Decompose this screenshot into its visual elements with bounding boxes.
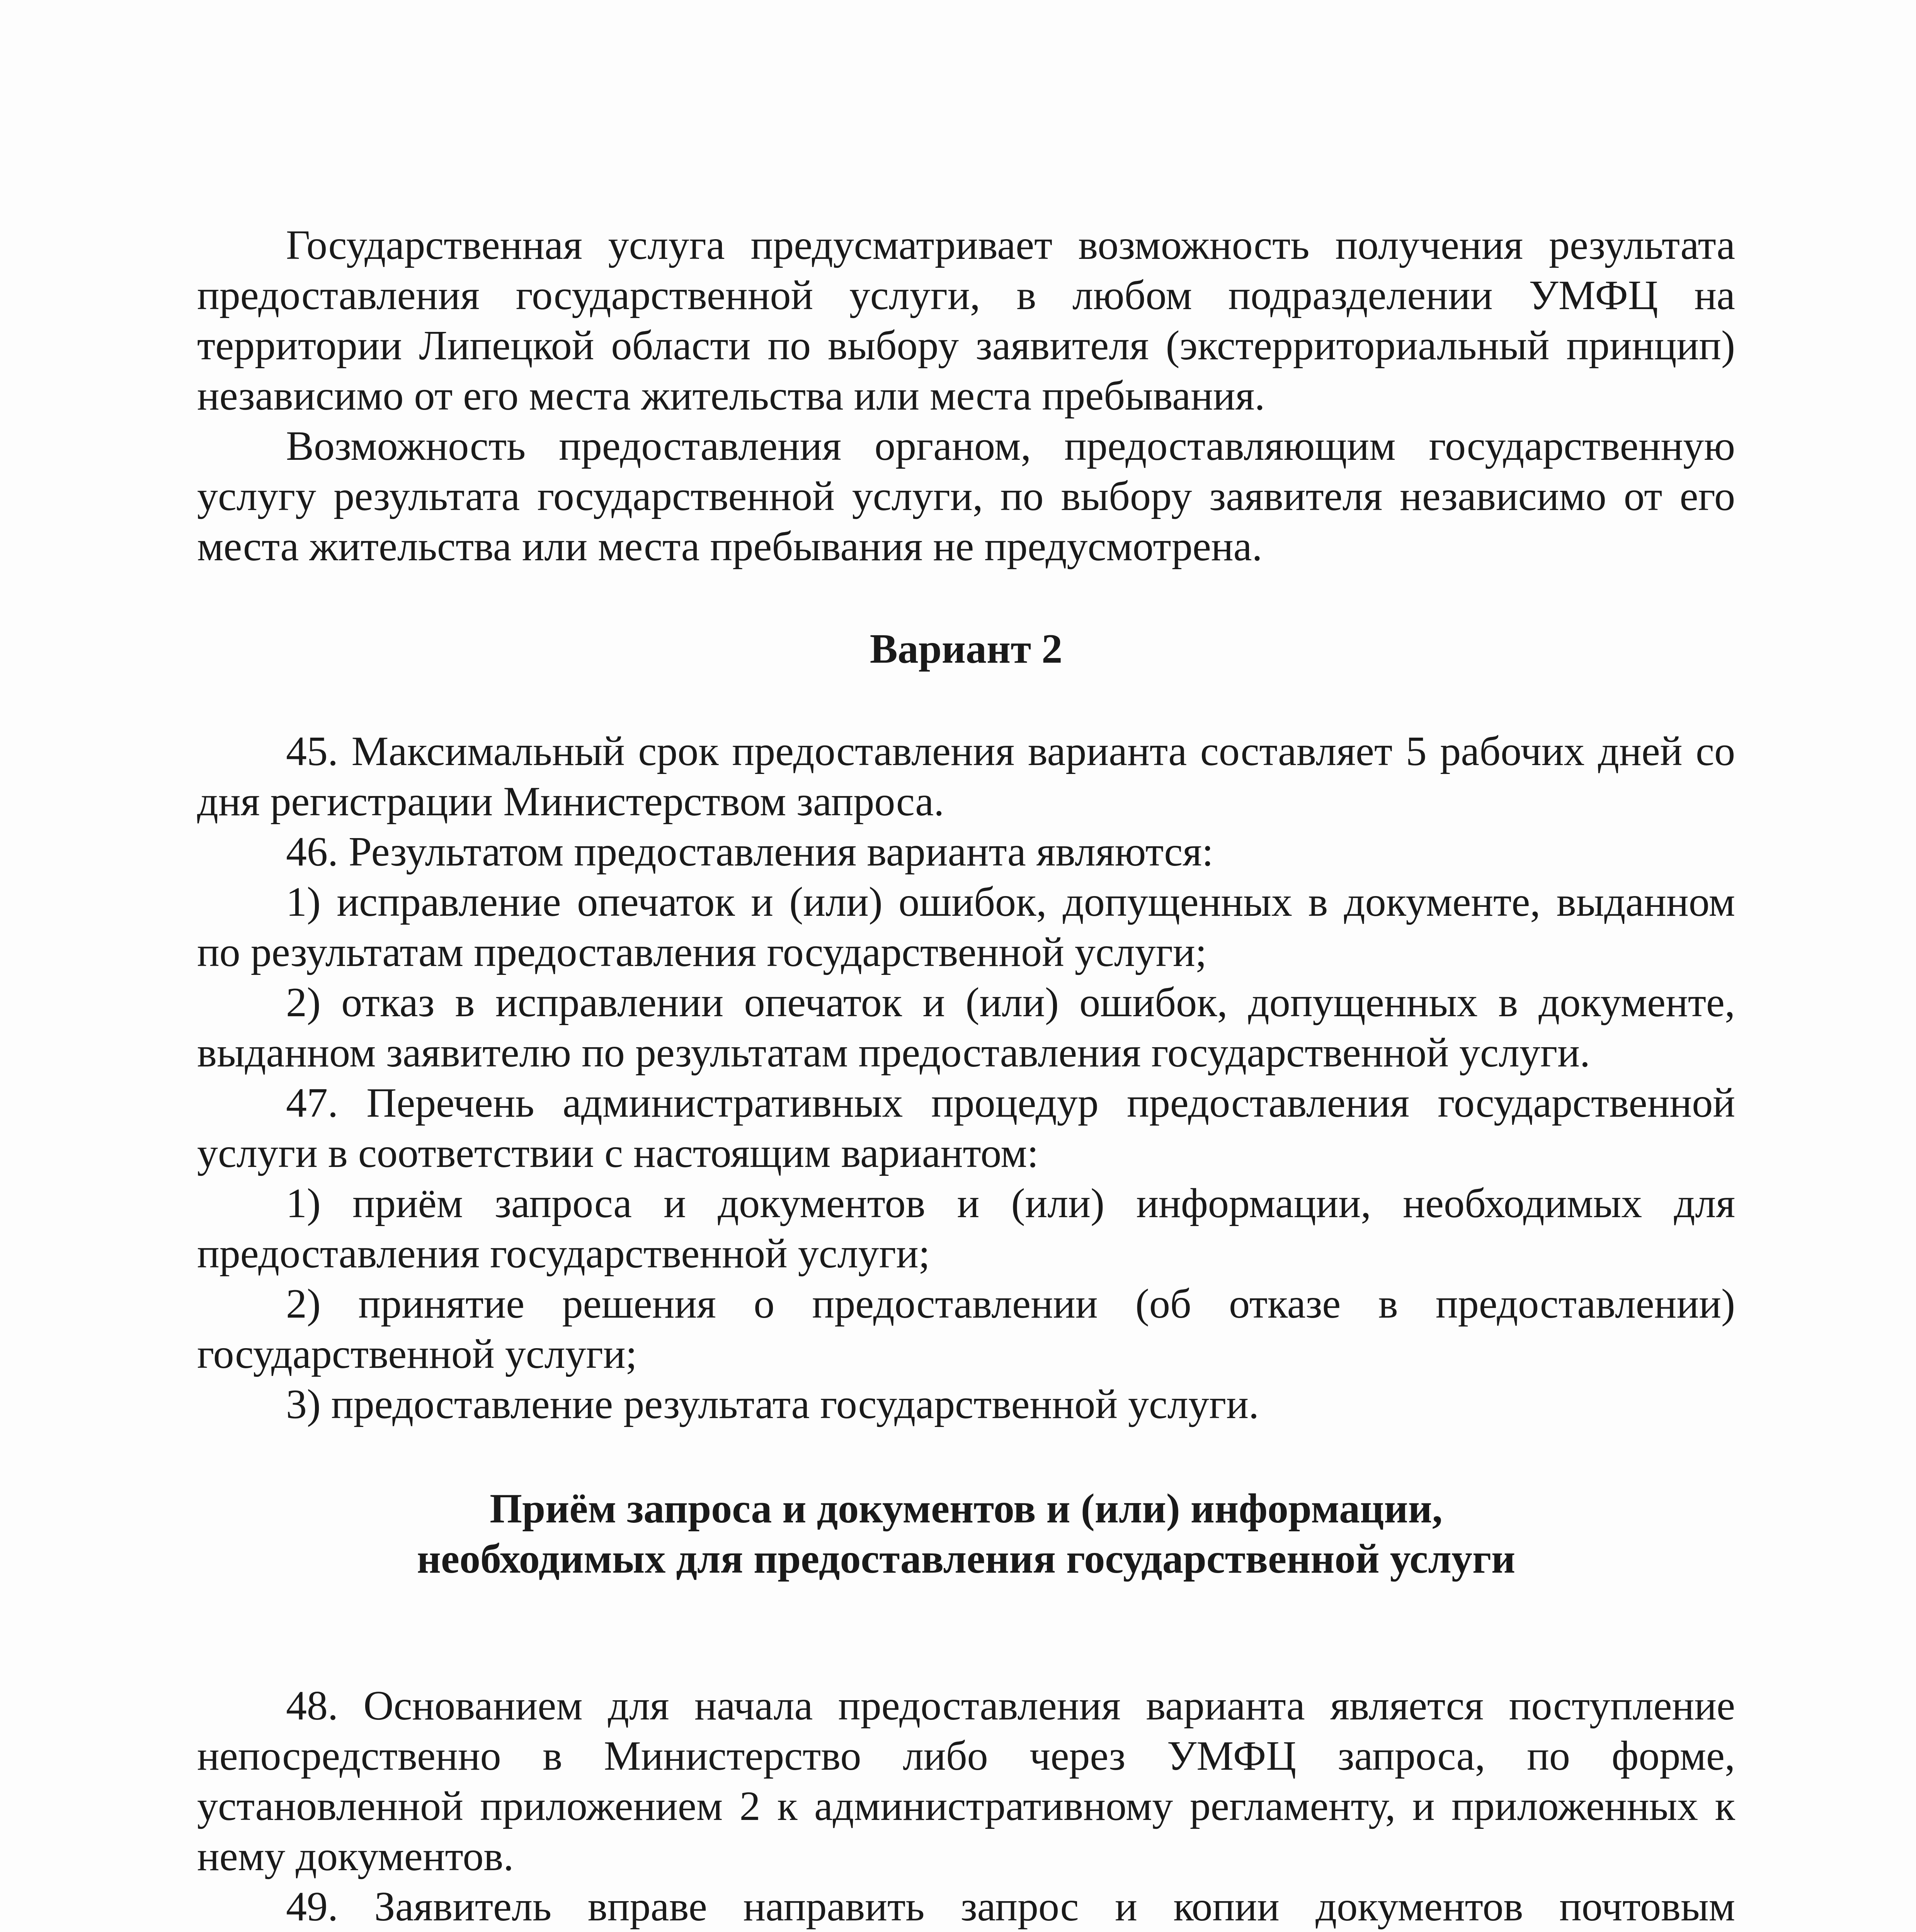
paragraph-48: 48. Основанием для начала предоставления варианта является поступление непосредственно в Министерство либо через УМФЦ запроса, по форме, установленной приложением 2 к административному регламенту, и приложенных к нему документов. [197, 1683, 1735, 1879]
paragraph-not-provided: Возможность предоставления органом, предоставляющим государственную услугу результата государственной услуги, по выбору заявителя независимо от его места жительства или места пребывания не предусмотрена. [197, 423, 1735, 570]
paragraph-47-item-2: 2) принятие решения о предоставлении (об отказе в предоставлении) государственной услуги; [197, 1281, 1735, 1377]
section-heading [197, 1484, 1735, 1584]
paragraph-46-item-2: 2) отказ в исправлении опечаток и (или) ошибок, допущенных в документе, выданном заявителю по результатам предоставления государственной услуги. [197, 980, 1735, 1076]
paragraph-47: 47. Перечень административных процедур предоставления государственной услуги в соответствии с настоящим вариантом: [197, 1080, 1735, 1176]
section-heading-line-1: Приём запроса и документов и (или) информации, [490, 1486, 1443, 1532]
section-heading-line-2: необходимых для предоставления государственной услуги [417, 1536, 1516, 1582]
paragraph-46: 46. Результатом предоставления варианта являются: [286, 829, 1213, 875]
variant-heading: Вариант 2 [870, 626, 1063, 672]
paragraph-extraterritorial: Государственная услуга предусматривает возможность получения результата предоставления государственной услуги, в любом подразделении УМФЦ на территории Липецкой области по выбору заявителя (экстерриториальный принцип) независимо от его места жительства или места пребывания. [197, 222, 1735, 419]
paragraph-49: 49. Заявитель вправе направить запрос и копии документов почтовым [286, 1884, 1735, 1930]
paragraph-46-item-1: 1) исправление опечаток и (или) ошибок, допущенных в документе, выданном по результатам предоставления государственной услуги; [197, 879, 1735, 975]
document-body [197, 220, 1735, 1932]
paragraph-47-item-3: 3) предоставление результата государственной услуги. [286, 1381, 1259, 1427]
paragraph-47-item-1: 1) приём запроса и документов и (или) информации, необходимых для предоставления государственной услуги; [197, 1180, 1735, 1277]
paragraph-45: 45. Максимальный срок предоставления варианта составляет 5 рабочих дней со дня регистрации Министерством запроса. [197, 728, 1735, 825]
